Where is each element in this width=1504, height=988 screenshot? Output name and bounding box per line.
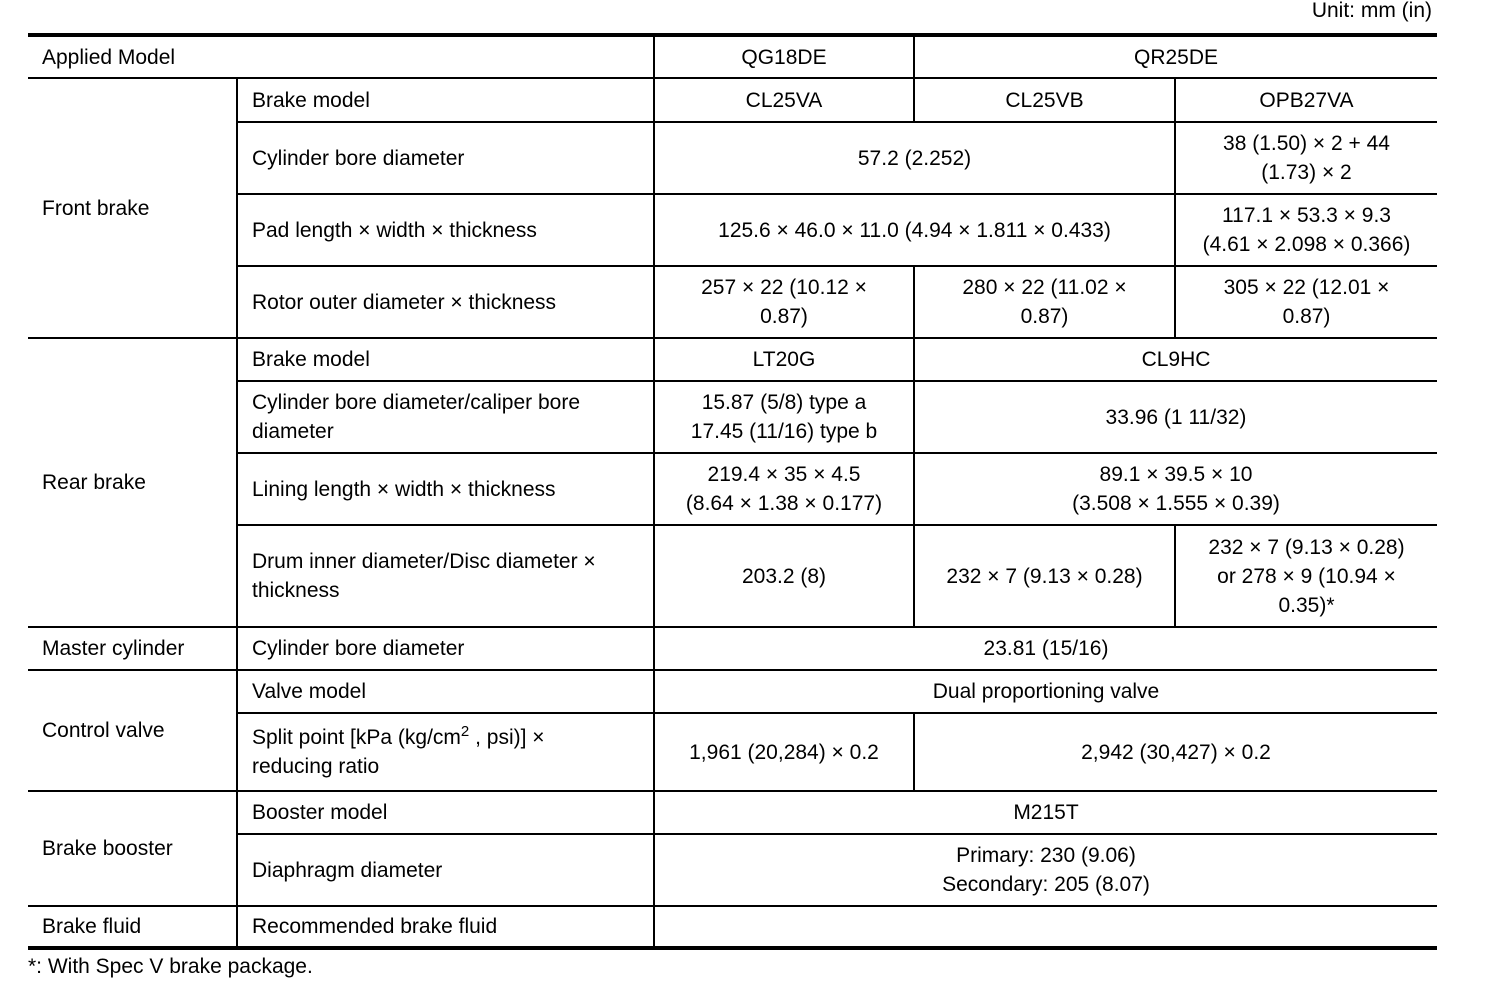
value-line: 0.87)	[1020, 305, 1069, 328]
table-row	[28, 670, 1437, 713]
table-row	[28, 122, 1437, 194]
rotor-dimensions-label: Rotor outer diameter × thickness	[237, 266, 654, 338]
lining-dimensions-value	[914, 453, 1437, 525]
front-cylinder-bore-value: 57.2 (2.252)	[654, 122, 1175, 194]
rotor-dimensions-value	[914, 266, 1175, 338]
table-row	[28, 453, 1437, 525]
header-row	[28, 35, 1437, 78]
control-valve-group-label: Control valve	[28, 670, 237, 791]
table-row	[28, 78, 1437, 122]
split-point-label	[237, 713, 654, 791]
engine-qg18de-header: QG18DE	[654, 35, 914, 78]
recommended-brake-fluid-label: Recommended brake fluid	[237, 906, 654, 948]
table-row	[28, 834, 1437, 906]
value-line: or 278 × 9 (10.94 ×	[1217, 564, 1396, 588]
booster-model-value: M215T	[654, 791, 1437, 834]
value-line: 232 × 7 (9.13 × 0.28)	[1208, 535, 1405, 559]
rear-cylinder-bore-value: 33.96 (1 11/32)	[914, 381, 1437, 453]
value-line: (8.64 × 1.38 × 0.177)	[685, 492, 883, 515]
value-line: 0.35)*	[1278, 593, 1335, 617]
label-text: , psi)] ×	[469, 726, 545, 749]
value-line: Primary: 230 (9.06)	[956, 844, 1136, 867]
front-brake-model-value: CL25VB	[914, 78, 1175, 122]
table-row	[28, 713, 1437, 791]
diaphragm-diameter-value	[654, 834, 1437, 906]
superscript: 2	[460, 723, 470, 740]
front-cylinder-bore-label: Cylinder bore diameter	[237, 122, 654, 194]
table-row	[28, 525, 1437, 627]
front-brake-model-value: CL25VA	[654, 78, 914, 122]
table-row	[28, 906, 1437, 948]
table-row	[28, 338, 1437, 381]
value-line: 89.1 × 39.5 × 10	[1099, 463, 1253, 486]
label-text: Split point [kPa (kg/cm	[252, 726, 461, 749]
value-line: 0.87)	[1282, 305, 1331, 328]
pad-dimensions-value: 125.6 × 46.0 × 11.0 (4.94 × 1.811 × 0.433)	[654, 194, 1175, 266]
lining-dimensions-value	[654, 453, 914, 525]
recommended-brake-fluid-value	[654, 906, 1437, 948]
diaphragm-diameter-label: Diaphragm diameter	[237, 834, 654, 906]
booster-model-label: Booster model	[237, 791, 654, 834]
value-line: 38 (1.50) × 2 + 44	[1223, 132, 1390, 155]
value-line: (1.73) × 2	[1261, 161, 1352, 184]
value-line: 305 × 22 (12.01 ×	[1223, 276, 1390, 299]
value-line: 0.87)	[760, 305, 808, 328]
brake-fluid-group-label: Brake fluid	[28, 906, 237, 948]
label-line: thickness	[252, 579, 340, 602]
value-line: Secondary: 205 (8.07)	[942, 873, 1150, 896]
split-point-value: 2,942 (30,427) × 0.2	[914, 713, 1437, 791]
label-line: Drum inner diameter/Disc diameter ×	[252, 550, 596, 573]
value-line: 17.45 (11/16) type b	[690, 420, 878, 443]
value-line: 219.4 × 35 × 4.5	[707, 463, 861, 486]
label-line: diameter	[252, 420, 334, 443]
rotor-dimensions-value	[1175, 266, 1437, 338]
rear-brake-model-value: LT20G	[654, 338, 914, 381]
value-line: 117.1 × 53.3 × 9.3	[1222, 204, 1391, 227]
brake-booster-group-label: Brake booster	[28, 791, 237, 906]
value-line: 15.87 (5/8) type a	[701, 391, 867, 414]
value-line: 257 × 22 (10.12 ×	[701, 276, 867, 299]
rotor-dimensions-value	[654, 266, 914, 338]
rear-cylinder-bore-label	[237, 381, 654, 453]
drum-diameter-value: 203.2 (8)	[654, 525, 914, 627]
front-cylinder-bore-value	[1175, 122, 1437, 194]
value-line: (3.508 × 1.555 × 0.39)	[1072, 492, 1280, 515]
pad-dimensions-label: Pad length × width × thickness	[237, 194, 654, 266]
applied-model-header: Applied Model	[28, 35, 654, 78]
table-row	[28, 381, 1437, 453]
front-brake-model-label: Brake model	[237, 78, 654, 122]
lining-dimensions-label: Lining length × width × thickness	[237, 453, 654, 525]
drum-diameter-label	[237, 525, 654, 627]
unit-label: Unit: mm (in)	[1311, 0, 1432, 22]
master-cylinder-bore-label: Cylinder bore diameter	[237, 627, 654, 670]
label-line	[252, 723, 639, 752]
table-row	[28, 627, 1437, 670]
drum-diameter-value: 232 × 7 (9.13 × 0.28)	[914, 525, 1175, 627]
valve-model-label: Valve model	[237, 670, 654, 713]
split-point-value: 1,961 (20,284) × 0.2	[654, 713, 914, 791]
value-line: 280 × 22 (11.02 ×	[962, 276, 1127, 299]
value-line: (4.61 × 2.098 × 0.366)	[1202, 233, 1411, 256]
table-row	[28, 791, 1437, 834]
rear-brake-model-value: CL9HC	[914, 338, 1437, 381]
label-line: reducing ratio	[252, 755, 380, 778]
valve-model-value: Dual proportioning valve	[654, 670, 1437, 713]
front-brake-group-label: Front brake	[28, 78, 237, 338]
master-cylinder-bore-value: 23.81 (15/16)	[654, 627, 1437, 670]
master-cylinder-group-label: Master cylinder	[28, 627, 237, 670]
pad-dimensions-value	[1175, 194, 1437, 266]
label-line: Cylinder bore diameter/caliper bore	[252, 391, 580, 414]
footnote: *: With Spec V brake package.	[28, 955, 313, 978]
drum-diameter-value	[1175, 525, 1437, 627]
rear-brake-model-label: Brake model	[237, 338, 654, 381]
brake-specification-table	[28, 33, 1437, 950]
front-brake-model-value: OPB27VA	[1175, 78, 1437, 122]
rear-brake-group-label: Rear brake	[28, 338, 237, 627]
table-row	[28, 266, 1437, 338]
rear-cylinder-bore-value	[654, 381, 914, 453]
engine-qr25de-header: QR25DE	[914, 35, 1437, 78]
table-row	[28, 194, 1437, 266]
